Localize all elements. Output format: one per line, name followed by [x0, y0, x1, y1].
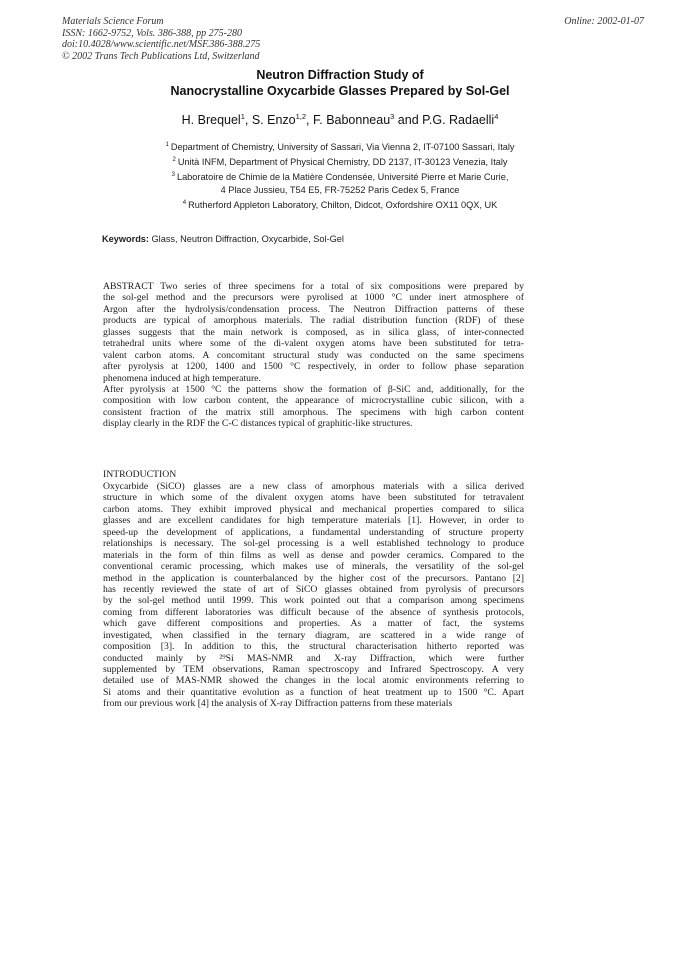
issn-line: ISSN: 1662-9752, Vols. 386-388, pp 275-280 [62, 27, 242, 39]
intro-line: conducted mainly by ²⁹Si MAS-NMR and X-ray Diffraction, which were further [103, 652, 524, 664]
section-heading-introduction: INTRODUCTION [103, 469, 177, 480]
author-list [80, 112, 600, 127]
author-4: P.G. Radaelli [422, 113, 495, 127]
intro-line: supplemented by TEM observations, Raman spectroscopy and Infrared Spectroscopy. A very [103, 664, 524, 675]
abstract-line: the sol-gel method and the precursors were pyrolised at 1000 °C under inert atmosphere of [103, 292, 524, 304]
keywords-label: Keywords: [102, 234, 149, 244]
intro-line: coming from different laboratories was difficult because of the absence of synthesis protocols, [103, 606, 524, 618]
abstract-line: consistent fraction of the matrix still amorphous. The specimens with high carbon content [103, 406, 524, 418]
abstract-line: products are typical of amorphous materials. The radial distribution function (RDF) of these [103, 315, 524, 327]
author-1: H. Brequel [181, 113, 241, 127]
intro-line: glasses and are excellent candidates for high temperature materials [1]. However, in order to [103, 515, 524, 527]
author-conjunction: and [394, 113, 423, 127]
affiliation-text: Department of Chemistry, University of Sassari, Via Vienna 2, IT-07100 Sassari, Italy [170, 142, 515, 152]
affiliation-marker: 2 [172, 157, 176, 163]
intro-line: relationships is necessary. The sol-gel processing is a well established technology to produce [103, 538, 524, 550]
affiliation-3 [80, 169, 600, 196]
keywords [102, 234, 582, 244]
affiliation-4 [80, 197, 600, 212]
abstract-line: tetrahedral units where some of the di-valent oxygen atoms have been substituted for tetra- [103, 338, 524, 350]
intro-line: conventional ceramic processing, which makes use of minerals, the versatility of the sol-gel [103, 561, 524, 573]
intro-line: detailed use of MAS-NMR showed the changes in the local atomic environments referring to [103, 675, 524, 687]
intro-line: carbon atoms. They exhibit improved physical and mechanical properties compared to silica [103, 503, 524, 515]
author-4-affil: 4 [494, 112, 499, 121]
affiliation-marker: 4 [182, 200, 187, 206]
abstract-line: valent carbon atoms. A concomitant structural study was conducted on the same specimens [103, 349, 524, 361]
paper-title [80, 68, 600, 99]
abstract-line: Argon after the hydrolysis/condensation process. The Neutron Diffraction patterns of these [103, 303, 524, 315]
abstract [103, 281, 524, 430]
intro-line: composition [3]. In addition to this, the structural characterisation hitherto reported was [103, 641, 524, 653]
doi-link[interactable]: doi:10.4028/www.scientific.net/MSF.386-388.275 [62, 39, 261, 51]
intro-line: method in the application is counterbalanced by the higher cost of the precursors. Pantano [2] [103, 572, 524, 584]
affiliation-text: Rutherford Appleton Laboratory, Chilton, Didcot, Oxfordshire OX11 0QX, UK [188, 200, 498, 210]
author-3-affil: 3 [390, 112, 395, 121]
author-2-affil: 1,2 [295, 112, 307, 121]
affiliation-1 [80, 139, 600, 154]
intro-line: has recently reviewed the state of art of SiCO glasses obtained from pyrolysis of precursors [103, 583, 524, 595]
intro-line: Oxycarbide (SiCO) glasses are a new class of amorphous materials with a silica derived [103, 481, 524, 492]
affiliation-text: Laboratoire de Chimie de la Matière Condensée, Université Pierre et Marie Curie, [176, 172, 509, 182]
abstract-line: glasses suggests that the main network is composed, as in silica glass, of inter-connected [103, 326, 524, 338]
copyright-line: © 2002 Trans Tech Publications Ltd, Switzerland [62, 50, 260, 62]
intro-line: structure in which some of the divalent oxygen atoms have been substituted for tetravalent [103, 492, 524, 504]
intro-line: materials in the form of thin films as well as dense and powder ceramics. Compared to the [103, 549, 524, 561]
journal-name: Materials Science Forum [62, 16, 164, 27]
journal-header [62, 16, 392, 62]
online-date: Online: 2002-01-07 [564, 16, 644, 27]
intro-line: by the sol-gel method until 1999. This work pointed out that a comparison among specimens [103, 595, 524, 607]
affiliation-2 [80, 154, 600, 169]
abstract-line: after pyrolysis at 1200, 1400 and 1500 °C respectively, in order to follow phase separation [103, 361, 524, 373]
intro-line: speed-up the development of applications, a fundamental understanding of structure property [103, 526, 524, 538]
intro-line: from our previous work [4] the analysis of X-ray Diffraction patterns from these materials [103, 698, 453, 710]
author-1-affil: 1 [240, 112, 245, 121]
abstract-line: display clearly in the RDF the C-C distances typical of graphitic-like structures. [103, 418, 413, 430]
introduction-body [103, 481, 524, 710]
affiliation-marker: 3 [171, 172, 175, 178]
title-line-2: Nanocrystalline Oxycarbide Glasses Prepared by Sol-Gel [170, 83, 510, 98]
affiliation-marker: 1 [165, 142, 169, 148]
intro-line: investigated, when classified in the ternary diagram, are scattered in a wide range of [103, 629, 524, 641]
author-separator: , [306, 113, 313, 127]
abstract-line: ABSTRACT Two series of three specimens for a total of six compositions were prepared by [103, 281, 524, 292]
affiliation-text: 4 Place Jussieu, T54 E5, FR-75252 Paris Cedex 5, France [220, 184, 460, 195]
affiliation-text: Unità INFM, Department of Physical Chemistry, DD 2137, IT-30123 Venezia, Italy [177, 157, 508, 167]
title-line-1: Neutron Diffraction Study of [256, 68, 424, 82]
author-2: S. Enzo [251, 113, 296, 127]
abstract-line: composition with low carbon content, the appearance of microcrystalline cubic silicon, with a [103, 395, 524, 407]
keywords-list: Glass, Neutron Diffraction, Oxycarbide, Sol-Gel [148, 234, 344, 244]
intro-line: Si atoms and their quantitative evolution as a function of heat treatment up to 1500 °C. Apart [103, 686, 524, 698]
abstract-line: phenomena induced at high temperature. [103, 372, 261, 384]
author-separator: , [244, 113, 252, 127]
author-3: F. Babonneau [313, 113, 391, 127]
abstract-line: After pyrolysis at 1500 °C the patterns show the formation of β-SiC and, additionally, for the [103, 383, 524, 395]
intro-line: which gave different compositions and properties. As a matter of fact, the systems [103, 618, 524, 630]
